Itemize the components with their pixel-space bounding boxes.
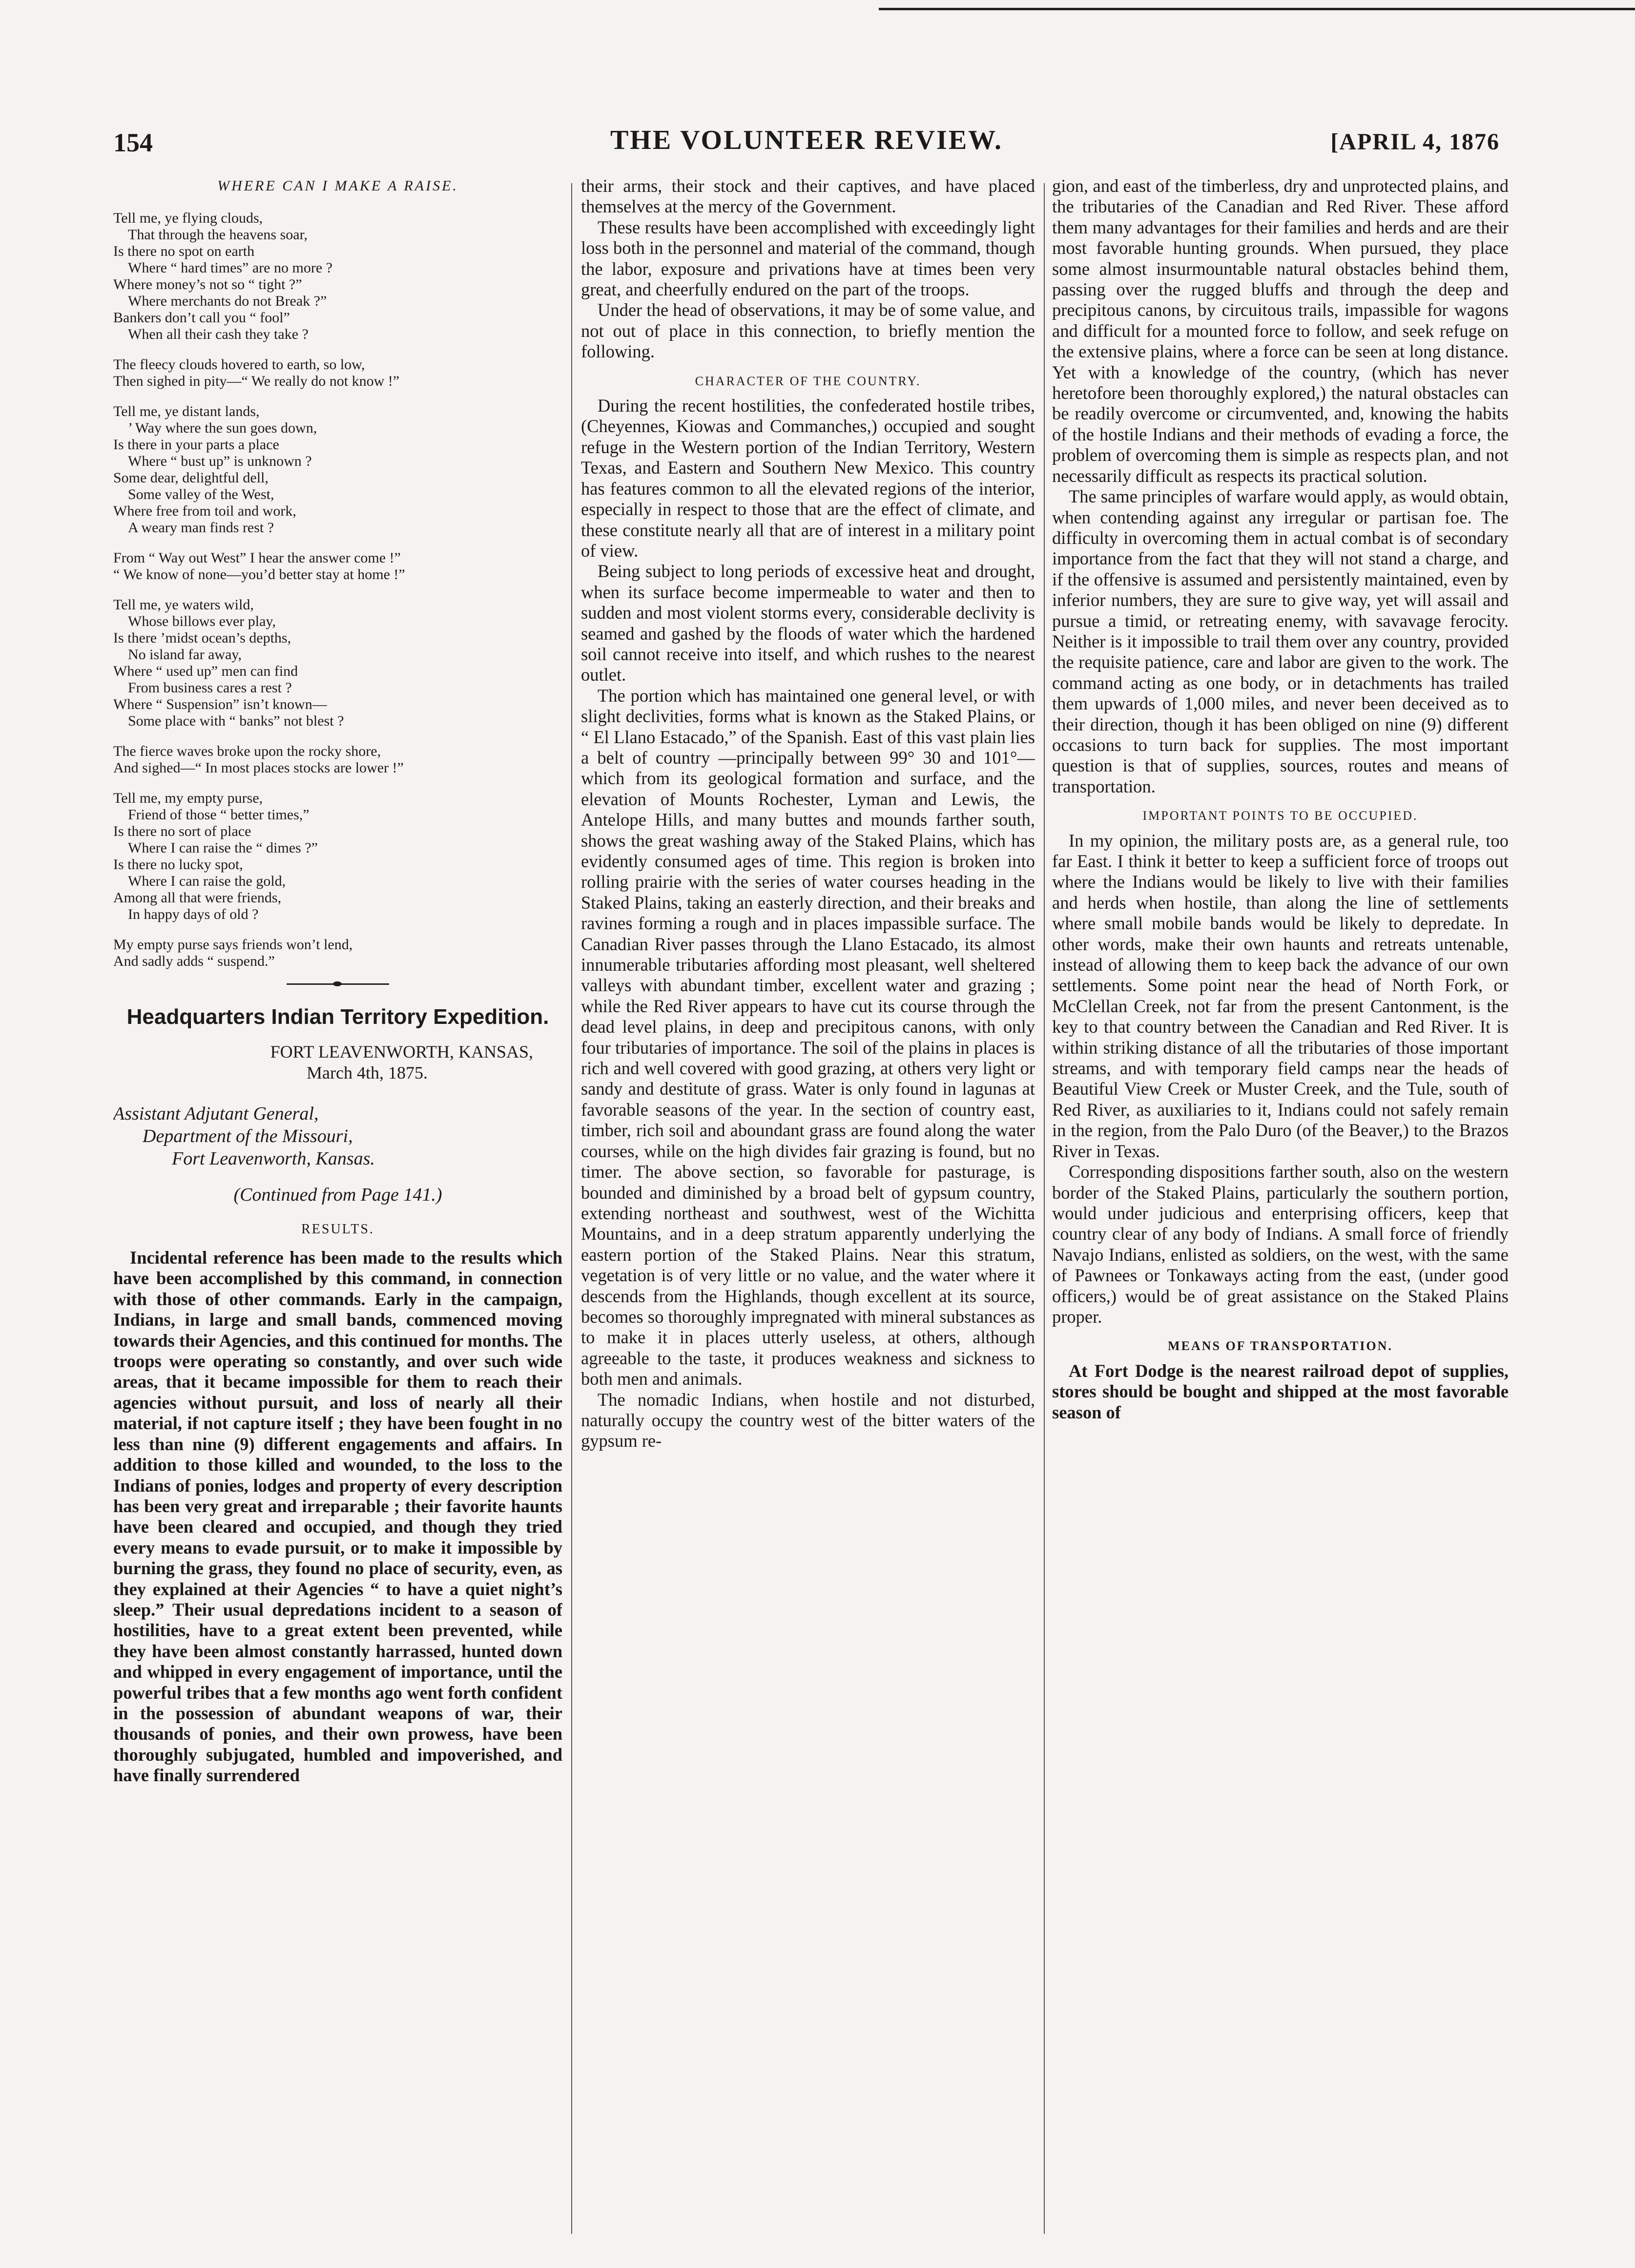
poem-line: Tell me, ye waters wild, <box>113 597 254 613</box>
column-rule <box>571 183 572 2234</box>
poem-line: Is there no lucky spot, <box>113 856 243 873</box>
paragraph: Incidental reference has been made to the results which have been accomplished by this command, in connection with those of other commands. Early in the campaign, Indians, in large and small bands, commenced moving towards their Agencies, and this continued for months. The troops were operating so constantly, and over such wide areas, that it became impossible for them to reach their agencies without pursuit, and loss of nearly all their material, if not capture itself ; they have been fought in no less than nine (9) different engagements and affairs. In addition to those killed and wounded, to the loss to the Indians of ponies, lodges and property of every description has been very great and irreparable ; their favorite haunts have been cleared and occupied, and though they tried every means to evade pursuit, or to make it impossible by burning the grass, they found no place of security, even, as they explained at their Agencies “ to have a quiet night’s sleep.” Their usual depredations incident to a season of hostilities, have to a great extent been prevented, while they have been almost constantly harrassed, hunted down and whipped in every engagement of importance, until the powerful tribes that a few months ago went forth confident in the possession of abundant weapons of war, their thousands of ponies, and their own prowess, have been thoroughly subjugated, humbled and impoverished, and have finally surrendered <box>113 1248 562 1786</box>
section-heading-transportation: MEANS OF TRANSPORTATION. <box>1168 1339 1393 1353</box>
poem-stanza <box>113 790 562 923</box>
poem-line: Where free from toil and work, <box>113 503 296 520</box>
poem-line: Whose billows ever play, <box>128 613 276 630</box>
poem-body <box>113 210 562 970</box>
address-line: Assistant Adjutant General, <box>113 1103 319 1124</box>
poem-line: Is there no spot on earth <box>113 243 255 260</box>
poem-line: Tell me, my empty purse, <box>113 790 263 807</box>
poem-line: Bankers don’t call you “ fool” <box>113 310 290 326</box>
section-heading-results: RESULTS. <box>301 1221 374 1237</box>
poem-line: And sighed—“ In most places stocks are lower !” <box>113 760 404 776</box>
poem-line: The fleecy clouds hovered to earth, so low, <box>113 356 365 373</box>
poem-line: Where “ used up” men can find <box>113 663 298 680</box>
poem-stanza <box>113 550 562 583</box>
section-heading-character: CHARACTER OF THE COUNTRY. <box>695 374 921 388</box>
poem-title: WHERE CAN I MAKE A RAISE. <box>217 178 458 194</box>
poem-line: Where “ bust up” is unknown ? <box>128 453 312 470</box>
poem-stanza <box>113 356 562 390</box>
article-headline: Headquarters Indian Territory Expedition. <box>126 1005 549 1029</box>
issue-date: [APRIL 4, 1876 <box>1330 129 1500 155</box>
poem-stanza <box>113 743 562 776</box>
poem-line: From business cares a rest ? <box>128 680 292 696</box>
section-divider <box>287 983 389 985</box>
address-line: Department of the Missouri, <box>143 1126 353 1147</box>
poem-line: That through the heavens soar, <box>128 227 308 243</box>
column-2 <box>581 176 1035 2241</box>
column-1 <box>113 176 562 2241</box>
paragraph: Being subject to long periods of excessive heat and drought, when its surface become impermeable to water and then to sudden and most violent storms every, considerable declivity is seamed and gashed by the floods of water which the hardened soil cannot receive into itself, and which rushes to the nearest outlet. <box>581 561 1035 685</box>
paragraph: In my opinion, the military posts are, as a general rule, too far East. I think it better to keep a sufficient force of troops out where the Indians would be likely to live with their families and herds when hostile, than along the line of settlements where small mobile bands would be likely to depredate. In other words, make their own haunts and retreats untenable, instead of allowing them to keep back the advance of our own settlements. Some point near the head of North Fork, or McClellan Creek, not far from the present Cantonment, is the key to that country between the Canadian and Red River. It is within striking distance of all the tributaries of those important streams, and with temporary field camps near the heads of Beautiful View Creek or Muster Creek, and the Tule, south of Red River, as auxiliaries to it, Indians could not safely remain in the region, from the Palo Duro (of the Beaver,) to the Brazos River in Texas. <box>1052 830 1509 1161</box>
top-border-rule <box>879 0 1635 10</box>
poem-line: From “ Way out West” I hear the answer come !” <box>113 550 401 566</box>
poem-line: Where “ Suspension” isn’t known— <box>113 696 327 713</box>
dateline-place: FORT LEAVENWORTH, KANSAS, <box>270 1042 533 1062</box>
poem-line: No island far away, <box>128 646 242 663</box>
page-number: 154 <box>113 128 153 157</box>
poem-line: Where I can raise the “ dimes ?” <box>128 840 318 856</box>
poem-line: A weary man finds rest ? <box>128 520 274 536</box>
poem-stanza <box>113 403 562 536</box>
poem-line: And sadly adds “ suspend.” <box>113 953 275 970</box>
poem-line: Some valley of the West, <box>128 486 274 503</box>
paragraph: Corresponding dispositions farther south, also on the western border of the Staked Plains, particularly the southern portion, would under judicious and enterprising officers, keep that country clear of any body of Indians. A small force of friendly Navajo Indians, enlisted as soldiers, on the west, with the same of Pawnees or Tonkaways acting from the east, (under good officers,) would be of great assistance on the Staked Plains proper. <box>1052 1162 1509 1327</box>
poem-stanza <box>113 210 562 343</box>
poem-line: Friend of those “ better times,” <box>128 807 310 823</box>
poem-line: Where merchants do not Break ?” <box>128 293 327 310</box>
poem-line: Tell me, ye distant lands, <box>113 403 260 420</box>
poem-line: Where I can raise the gold, <box>128 873 286 890</box>
paragraph: gion, and east of the timberless, dry and unprotected plains, and the tributaries of the Canadian and Red River. These afford them many advantages for their families and herds and are their most favorable hunting grounds. When pursued, they place some almost insurmountable natural obstacles behind them, passing over the rugged bluffs and through the deep and precipitous canons, by circuitous trails, impassible for wagons and difficult for a mounted force to follow, and seek refuge on the extensive plains, where a force can be seen at long distance. Yet with a knowledge of the country, (which has never heretofore been thoroughly explored,) the natural obstacles can be readily overcome or circumvented, and, knowing the habits of the hostile Indians and their methods of evading a force, the problem of overcoming them is simple as respects plan, and not necessarily difficult as respects its practical solution. <box>1052 176 1509 486</box>
poem-line: Where money’s not so “ tight ?” <box>113 276 302 293</box>
poem-line: In happy days of old ? <box>128 906 259 923</box>
poem-line: Is there no sort of place <box>113 823 251 840</box>
dateline-date: March 4th, 1875. <box>307 1062 428 1082</box>
poem-line: When all their cash they take ? <box>128 326 309 343</box>
poem-line: ’ Way where the sun goes down, <box>128 420 317 437</box>
column-3 <box>1052 176 1509 2241</box>
poem-line: Among all that were friends, <box>113 890 282 906</box>
poem-line: Is there in your parts a place <box>113 437 279 453</box>
address-line: Fort Leavenworth, Kansas. <box>172 1148 375 1169</box>
poem-line: Then sighed in pity—“ We really do not know !” <box>113 373 400 390</box>
paragraph: The same principles of warfare would apply, as would obtain, when contending against any irregular or partisan foe. The difficulty in overcoming them in actual combat is of secondary importance from the fact that they will not stand a charge, and if the offensive is assumed and persistently maintained, even by inferior numbers, they are sure to give way, yet will assail and pursue a timid, or retreating enemy, with savavage ferocity. Neither is it impossible to trail them over any country, provided the requisite patience, care and labor are given to the work. The command acting as one body, or in detachments has trailed them upwards of 1,000 miles, and never been deceived as to their direction, though it has been obliged on nine (9) different occasions to turn back for supplies. The most important question is that of supplies, sources, routes and means of transportation. <box>1052 486 1509 796</box>
paragraph: their arms, their stock and their captives, and have placed themselves at the mercy of the Government. <box>581 176 1035 217</box>
poem-line: The fierce waves broke upon the rocky shore, <box>113 743 381 760</box>
page-header <box>113 125 1500 159</box>
publication-title: THE VOLUNTEER REVIEW. <box>610 125 1003 155</box>
continued-note: (Continued from Page 141.) <box>233 1185 442 1206</box>
poem-stanza <box>113 597 562 729</box>
poem-line: Is there ’midst ocean’s depths, <box>113 630 291 646</box>
paragraph: At Fort Dodge is the nearest railroad depot of supplies, stores should be bought and shipped at the most favorable season of <box>1052 1360 1509 1422</box>
poem-line: Some place with “ banks” not blest ? <box>128 713 344 729</box>
column-rule <box>1044 183 1045 2234</box>
poem-line: Some dear, delightful dell, <box>113 470 269 486</box>
poem-line: Tell me, ye flying clouds, <box>113 210 263 227</box>
paragraph: Under the head of observations, it may be of some value, and not out of place in this connection, to briefly mention the following. <box>581 300 1035 362</box>
poem-line: Where “ hard times” are no more ? <box>128 260 332 276</box>
paragraph: The nomadic Indians, when hostile and not disturbed, naturally occupy the country west of the bitter waters of the gypsum re- <box>581 1389 1035 1451</box>
paragraph: During the recent hostilities, the confederated hostile tribes, (Cheyennes, Kiowas and Commanches,) occupied and sought refuge in the Western portion of the Indian Territory, Western Texas, and Eastern and Southern New Mexico. This country has features common to all the elevated regions of the interior, especially in respect to those that are the effect of climate, and these constitute nearly all that are of interest in a military point of view. <box>581 395 1035 561</box>
paragraph: These results have been accomplished with exceedingly light loss both in the personnel and material of the command, though the labor, exposure and privations have at times been very great, and cheerfully endured on the part of the troops. <box>581 217 1035 300</box>
paragraph: The portion which has maintained one general level, or with slight declivities, forms what is known as the Staked Plains, or “ El Llano Estacado,” of the Spanish. East of this vast plain lies a belt of country —principally between 99° 30 and 101°— which from its geological formation and surface, and the elevation of Mounts Rochester, Lyman and Lewis, the Antelope Hills, and many buttes and mounds farther south, shows the great washing away of the Staked Plains, which has evidently consumed ages of time. This region is broken into rolling prairie with the series of water courses heading in the Staked Plains, taking an easterly direction, and their breaks and ravines forming a rough and in places impassible surface. The Canadian River passes through the Llano Estacado, its almost innumerable tributaries affording most pleasant, well sheltered valleys with abundant timber, excellent water and grazing ; while the Red River appears to have cut its course through the dead level plains, in deep and precipitous canons, with only four tributaries of importance. The soil of the plains in places is rich and well covered with good grazing, at others very light or sandy and destitute of grass. Water is only found in lagunas at favorable seasons of the year. In the section of country east, timber, rich soil and aboundant grass are found along the water courses, while on the high divides fair grazing is found, but no timer. The above section, so favorable for pasturage, is bounded and diminished by a broad belt of gypsum country, extending northeast and southwest, west of the Wichitta Mountains, and in a deep stratum apparently underlying the eastern portion of the Staked Plains. Near this stratum, vegetation is of very little or no value, and the water where it descends from the Highlands, though excellent at its source, becomes so thoroughly impregnated with mineral substances as to make it in places utterly useless, at others, although agreeable to the taste, it produces weakness and sickness to both men and animals. <box>581 685 1035 1389</box>
poem-line: “ We know of none—you’d better stay at home !” <box>113 566 405 583</box>
poem-stanza <box>113 936 562 970</box>
section-heading-important-points: IMPORTANT POINTS TO BE OCCUPIED. <box>1142 809 1418 823</box>
poem-line: My empty purse says friends won’t lend, <box>113 936 353 953</box>
